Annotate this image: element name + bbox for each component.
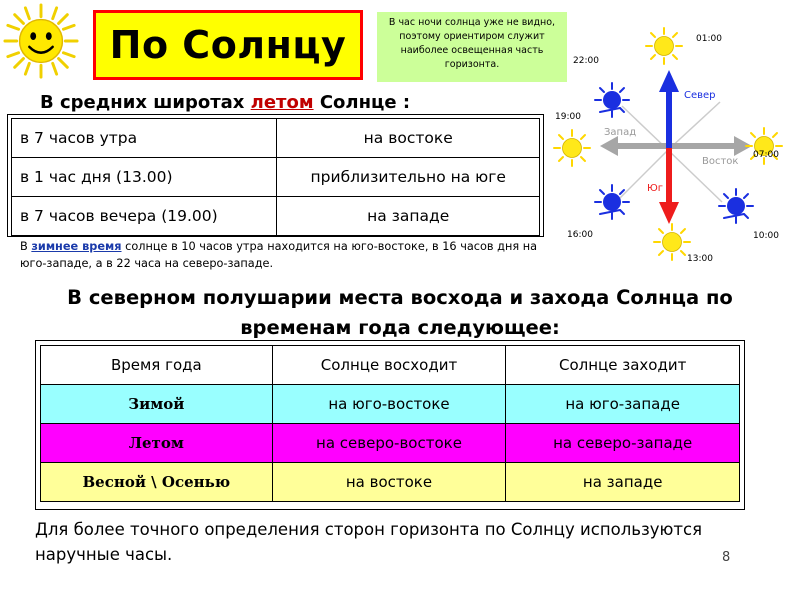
rises-cell: на юго-востоке [272, 385, 506, 424]
time-label-0100: 01:00 [696, 34, 722, 44]
season-cell: Летом [41, 424, 273, 463]
east-label: Восток [702, 156, 739, 167]
page-title: По Солнцу [109, 23, 347, 67]
rises-cell: на северо-востоке [272, 424, 506, 463]
table-row [12, 158, 540, 197]
sun-19-icon [554, 130, 590, 166]
time-cell: в 7 часов утра [12, 119, 277, 158]
table-header-row [41, 346, 740, 385]
footer-text: Для более точного определения сторон горизонта по Солнцу используются наручные часы. [35, 520, 703, 564]
table-row [41, 385, 740, 424]
page-number: 8 [722, 550, 731, 565]
seasons-heading: В северном полушарии места восхода и захода Солнца по временам года следующее: [67, 286, 733, 339]
season-cell: Зимой [41, 385, 273, 424]
sun-face-icon [2, 2, 80, 80]
table-row [41, 424, 740, 463]
seasons-table [40, 345, 740, 502]
sets-cell: на юго-западе [506, 385, 740, 424]
west-label: Запад [604, 127, 637, 138]
summer-subtitle: В средних широтах летом Солнце : [40, 92, 411, 113]
winter-time-link[interactable]: зимнее время [31, 240, 122, 253]
time-label-1600: 16:00 [567, 230, 593, 240]
title-box [93, 10, 363, 80]
direction-cell: приблизительно на юге [277, 158, 540, 197]
sun-10-icon [719, 189, 753, 223]
header-sets: Солнце заходит [506, 346, 740, 385]
time-label-1300: 13:00 [687, 254, 713, 264]
sun-16-icon [595, 185, 629, 219]
season-cell: Весной \ Осенью [41, 463, 273, 502]
north-label: Север [684, 90, 716, 101]
table-row [41, 463, 740, 502]
table-row [12, 197, 540, 236]
time-label-2200: 22:00 [573, 56, 599, 66]
sun-13-icon [654, 224, 690, 260]
header-rises: Солнце восходит [272, 346, 506, 385]
sun-22-icon [595, 83, 629, 117]
sets-cell: на западе [506, 463, 740, 502]
south-label: Юг [647, 183, 664, 194]
direction-cell: на западе [277, 197, 540, 236]
sun-compass-diagram [548, 20, 800, 270]
summer-highlight: летом [250, 92, 314, 113]
winter-note: В зимнее время солнце в 10 часов утра находится на юго-востоке, в 16 часов дня на юго-западе, а в 22 часа на северо-западе. [20, 240, 538, 270]
direction-cell: на востоке [277, 119, 540, 158]
time-cell: в 1 час дня (13.00) [12, 158, 277, 197]
time-cell: в 7 часов вечера (19.00) [12, 197, 277, 236]
table-row [12, 119, 540, 158]
time-label-1900: 19:00 [555, 112, 581, 122]
rises-cell: на востоке [272, 463, 506, 502]
summer-table [11, 118, 540, 236]
header-season: Время года [41, 346, 273, 385]
sun-01-icon [646, 28, 682, 64]
sets-cell: на северо-западе [506, 424, 740, 463]
night-note: В час ночи солнца уже не видно, поэтому ориентиром служит наиболее освещенная часть горизонта. [377, 12, 567, 82]
time-label-1000: 10:00 [753, 231, 779, 241]
time-label-0700: 07:00 [753, 150, 779, 160]
